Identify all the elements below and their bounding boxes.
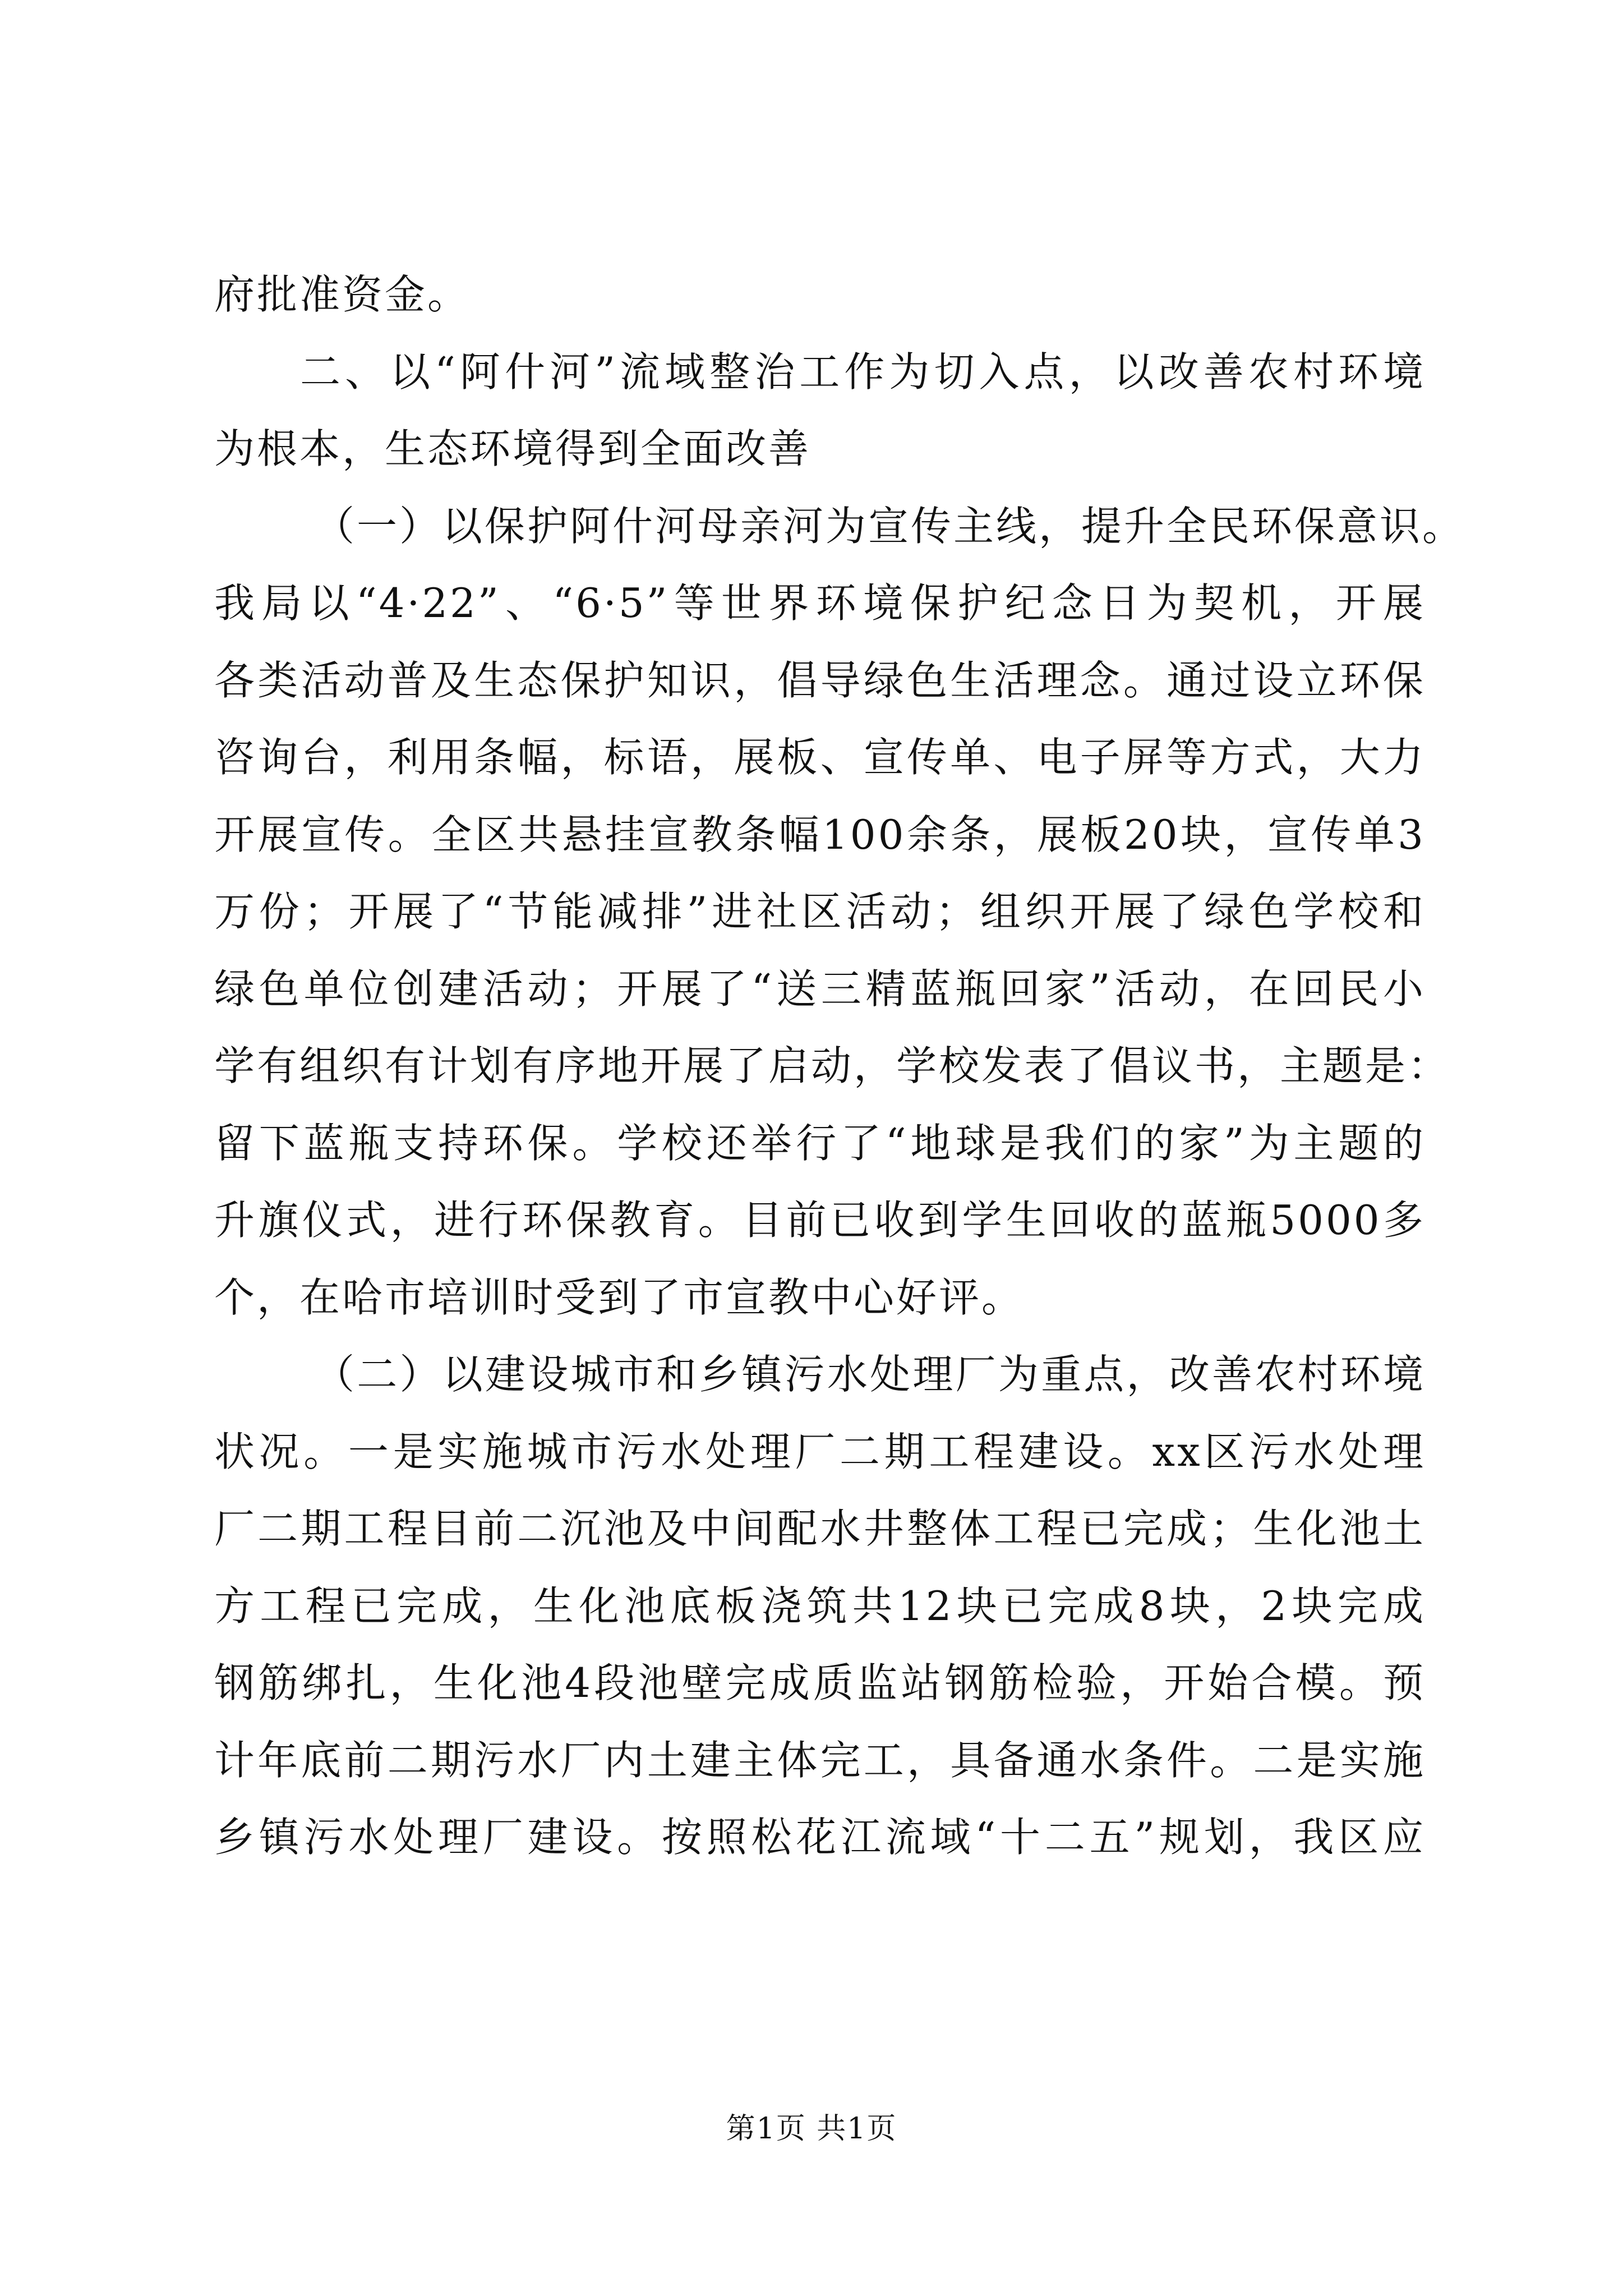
paragraph-2-line-1: （二）以建设城市和乡镇污水处理厂为重点，改善农村环境 <box>314 1351 1426 1398</box>
paragraph-2-line-6: 计年底前二期污水厂内土建主体完工，具备通水条件。二是实施 <box>214 1737 1426 1784</box>
text-line-1: 府批准资金。 <box>214 271 471 318</box>
paragraph-2-line-3: 厂二期工程目前二沉池及中间配水井整体工程已完成；生化池土 <box>214 1505 1426 1552</box>
paragraph-1-line-6: 万份；开展了“节能减排”进社区活动；组织开展了绿色学校和 <box>214 888 1426 935</box>
paragraph-2-line-5: 钢筋绑扎，生化池4段池壁完成质监站钢筋检验，开始合模。预 <box>214 1659 1426 1706</box>
page-number-footer: 第1页 共1页 <box>726 2112 897 2146</box>
paragraph-1-line-1: （一）以保护阿什河母亲河为宣传主线，提升全民环保意识。 <box>314 503 1465 550</box>
paragraph-2-line-2: 状况。一是实施城市污水处理厂二期工程建设。xx区污水处理 <box>214 1428 1426 1475</box>
paragraph-2-line-7: 乡镇污水处理厂建设。按照松花江流域“十二五”规划，我区应 <box>214 1814 1426 1861</box>
paragraph-1-line-4: 咨询台，利用条幅，标语，展板、宣传单、电子屏等方式，大力 <box>214 734 1426 781</box>
paragraph-1-line-2: 我局以“4·22”、“6·5”等世界环境保护纪念日为契机，开展 <box>214 579 1426 627</box>
paragraph-1-line-9: 留下蓝瓶支持环保。学校还举行了“地球是我们的家”为主题的 <box>214 1120 1426 1167</box>
paragraph-2-line-4: 方工程已完成，生化池底板浇筑共12块已完成8块，2块完成 <box>214 1582 1426 1630</box>
section-heading-line-1: 二、以“阿什河”流域整治工作为切入点，以改善农村环境 <box>300 348 1426 395</box>
paragraph-1-line-5: 开展宣传。全区共悬挂宣教条幅100余条，展板20块，宣传单3 <box>214 811 1426 858</box>
paragraph-1-line-11: 个，在哈市培训时受到了市宣教中心好评。 <box>214 1274 1025 1321</box>
section-heading-line-2: 为根本，生态环境得到全面改善 <box>214 425 811 472</box>
paragraph-1-line-3: 各类活动普及生态保护知识，倡导绿色生活理念。通过设立环保 <box>214 657 1426 704</box>
paragraph-1-line-7: 绿色单位创建活动；开展了“送三精蓝瓶回家”活动，在回民小 <box>214 965 1426 1013</box>
paragraph-1-line-10: 升旗仪式，进行环保教育。目前已收到学生回收的蓝瓶5000多 <box>214 1197 1426 1244</box>
paragraph-1-line-8: 学有组织有计划有序地开展了启动，学校发表了倡议书，主题是： <box>214 1042 1451 1089</box>
